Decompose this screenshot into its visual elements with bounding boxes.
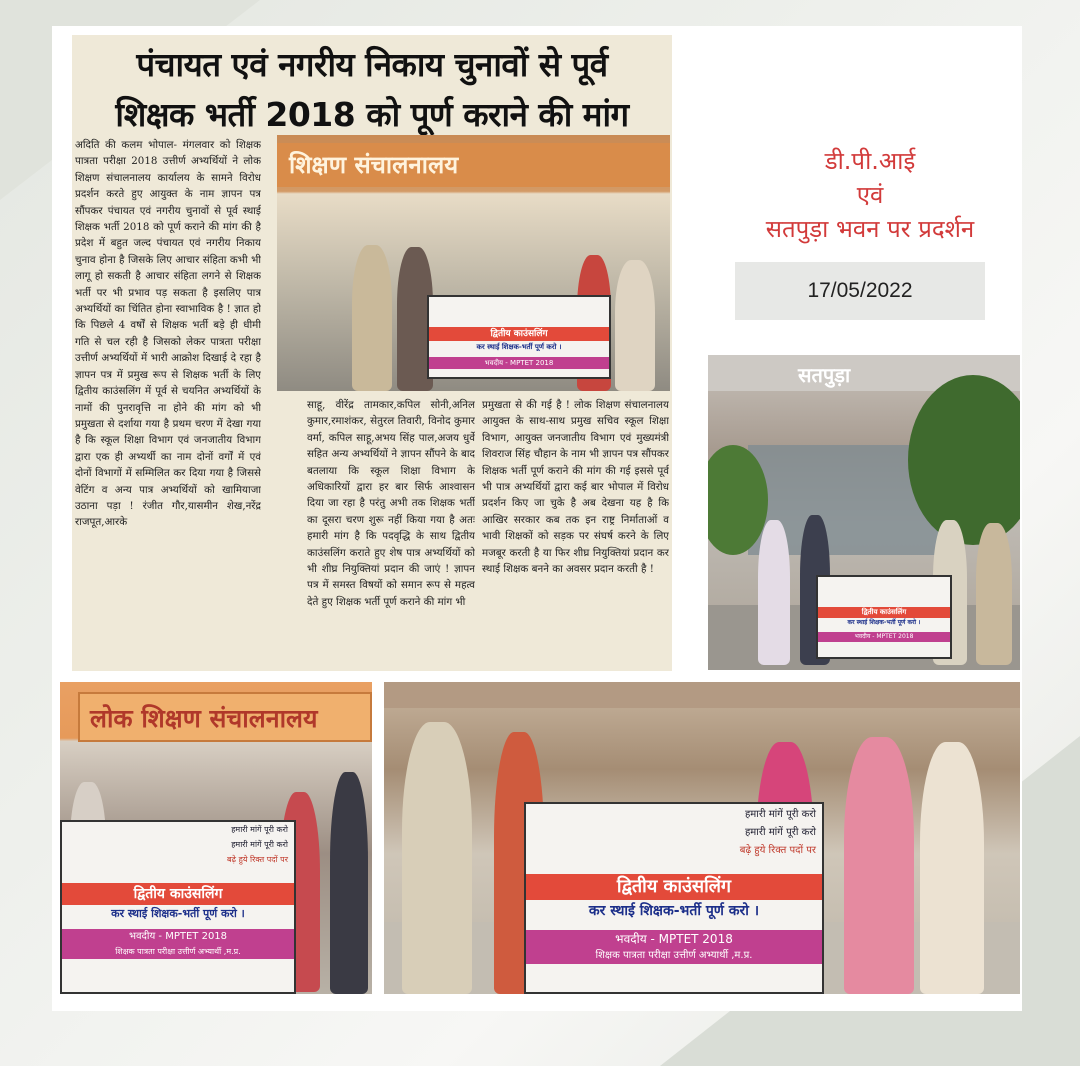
news-photo-banner [427,295,611,379]
banner-from: भवदीय - MPTET 2018 [429,357,609,369]
banner-slogan: हमारी मांगें पूरी करो [744,827,816,838]
person [402,722,472,994]
satpura-sign: सतपुड़ा [798,363,851,387]
banner-demand: कर स्थाई शिक्षक-भर्ती पूर्ण करो । [847,619,921,626]
banner-org: शिक्षक पात्रता परीक्षा उत्तीर्ण अभ्यार्थी ,म.प्र. [526,948,822,964]
caption-line-2: एवं [856,181,884,209]
banner-from: भवदीय - MPTET 2018 [526,930,822,948]
banner-demand: कर स्थाई शिक्षक-भर्ती पूर्ण करो । [588,903,760,919]
caption-box [735,130,1005,260]
dpi-office-sign: लोक शिक्षण संचालनालय [78,692,372,742]
satpura-banner [816,575,952,659]
headline-line-2: शिक्षक भर्ती 2018 को पूर्ण कराने की मांग [115,95,629,134]
event-date: 17/05/2022 [735,262,985,320]
news-photo [277,135,670,391]
person [844,737,914,994]
person [330,772,368,994]
photo-dpi-office [60,682,372,994]
article-column-2: साहू, वीरेंद्र तामकार,कपिल सोनी,अनिल कुमार,रमाशंकर, सेतुरल तिवारी, विनोद कुमार वर्मा, कपिल साहू,अभय सिंह पाल,अजय धुर्वे सहित अन्य अभ्यर्थियों ने ज्ञापन सौंपने के बाद बतलाया कि स्कूल शिक्षा विभाग के अधिकारियों द्वारा हर बार सिर्फ आश्वासन दिया जा रहा है परंतु अभी तक शिक्षक भर्ती का दूसरा चरण शुरू नहीं किया गया है अतः हमारी मांग है कि पदवृद्धि के साथ द्वितीय काउंसलिंग कराते हुए शेष पात्र अभ्यर्थियों को भी शीघ्र नियुक्तियां प्रदान की जाएं ! ज्ञापन पत्र में समस्त विषयों को समान रूप से महत्व देते हुए शिक्षक भर्ती पूर्ण कराने की मांग भी [307,399,475,608]
article-column-3: प्रमुखता से की गई है ! लोक शिक्षण संचालनालय आयुक्त के साथ-साथ प्रमुख सचिव स्कूल शिक्षा विभाग, आयुक्त जनजातीय विभाग एवं मुख्यमंत्री शिवराज सिंह चौहान के नाम भी ज्ञापन पत्र सौंपकर शिक्षक भर्ती पूर्ण कराने की मांग की गई इससे पूर्व भी पात्र अभ्यर्थियों द्वारा कई बार भोपाल में विरोध प्रदर्शन किए जा चुके है अब देखना यह है कि आखिर सरकार कब तक इन राष्ट्र निर्माताओं व भावी शिक्षकों को सड़क पर संघर्ष करने के लिए मजबूर करती है या फिर शीघ्र नियुक्तियां प्रदान कर स्थाई शिक्षक बनने का अवसर प्रदान करती है ! [482,399,669,576]
banner-counselling: द्वितीय काउंसलिंग [526,874,822,900]
protest-banner [524,802,824,994]
person [920,742,984,994]
banner-slogan: हमारी मांगें पूरी करो [231,825,288,834]
banner-posts: बढ़े हुये रिक्त पदों पर [739,845,816,856]
news-photo-sign: शिक्षण संचालनालय [277,143,670,187]
banner-counselling: द्वितीय काउंसलिंग [818,607,950,618]
banner-posts: बढ़े हुये रिक्त पदों पर [226,855,288,864]
headline-line-1: पंचायत एवं नगरीय निकाय चुनावों से पूर्व [136,45,608,84]
banner-counselling: द्वितीय काउंसलिंग [429,327,609,341]
caption-line-3: सतपुड़ा भवन पर प्रदर्शन [765,215,975,243]
dpi-office-banner [60,820,296,994]
banner-from: भवदीय - MPTET 2018 [62,929,294,945]
person [976,523,1012,665]
banner-demand: कर स्थाई शिक्षक-भर्ती पूर्ण करो । [111,907,245,920]
building-top [384,682,1020,708]
photo-protest-group [384,682,1020,994]
caption-line-1: डी.पी.आई [824,147,916,175]
person [615,260,655,391]
banner-counselling: द्वितीय काउंसलिंग [62,883,294,905]
banner-from: भवदीय - MPTET 2018 [818,632,950,642]
newspaper-clipping [72,35,672,671]
person [758,520,790,665]
banner-slogan: हमारी मांगें पूरी करो [231,840,288,849]
article-column-1: अदिति की कलम भोपाल- मंगलवार को शिक्षक पात्रता परीक्षा 2018 उत्तीर्ण अभ्यर्थियों ने लोक शिक्षण संचालनालय कार्यालय के सामने विरोध प्रदर्शन करते हुए आयुक्त के नाम ज्ञापन पत्र सौंपकर पंचायत एवं नगरीय चुनावों से पूर्व स्थाई शिक्षक भर्ती 2018 को पूर्ण कराने की मांग की है प्रदेश में बहुत जल्द पंचायत एवं नगरीय निकाय चुनाव होना है जिसके लिए आचार संहिता कभी भी लागू हो सकती है आचार संहिता लगने से शिक्षक भर्ती पर भी प्रभाव पड़ सकता है इसलिए पात्र अभ्यर्थियों का चिंतित होना स्वाभाविक है ! ज्ञात हो कि पिछले 4 वर्षों से शिक्षक भर्ती बड़े ही धीमी गति से चल रही है जिसको लेकर पात्रता परीक्षा उत्तीर्ण अभ्यर्थियों में भारी आक्रोश दिखाई दे रहा है ज्ञापन पत्र में प्रमुख रूप से शिक्षक भर्ती के लिए द्वितीय काउंसलिंग में पूर्व से चयनित अभ्यर्थियों के नामों की पुनरावृत्ति ना होने की मांग को भी प्रमुखता से दर्शाया गया है प्रथम चरण में देखा गया है कि स्कूल शिक्षा विभाग एवं जनजातीय विभाग द्वारा एक ही अभ्यर्थी का नाम दोनों वर्गों में एवं दोनों विभागों में सम्मिलित कर दिया गया है जिससे वेटिंग व अन्य पात्र अभ्यर्थियों को खामियाजा उठाना पड़ा ! रंजीत गौर,यासमीन शेख,नरेंद्र राजपूत,आरके [75,139,261,529]
person [352,245,392,391]
banner-slogan: हमारी मांगें पूरी करो [744,809,816,820]
banner-org: शिक्षक पात्रता परीक्षा उत्तीर्ण अभ्यार्थी ,म.प्र. [62,945,294,959]
banner-demand: कर स्थाई शिक्षक-भर्ती पूर्ण करो । [476,343,562,351]
photo-satpura-bhawan [708,355,1020,670]
